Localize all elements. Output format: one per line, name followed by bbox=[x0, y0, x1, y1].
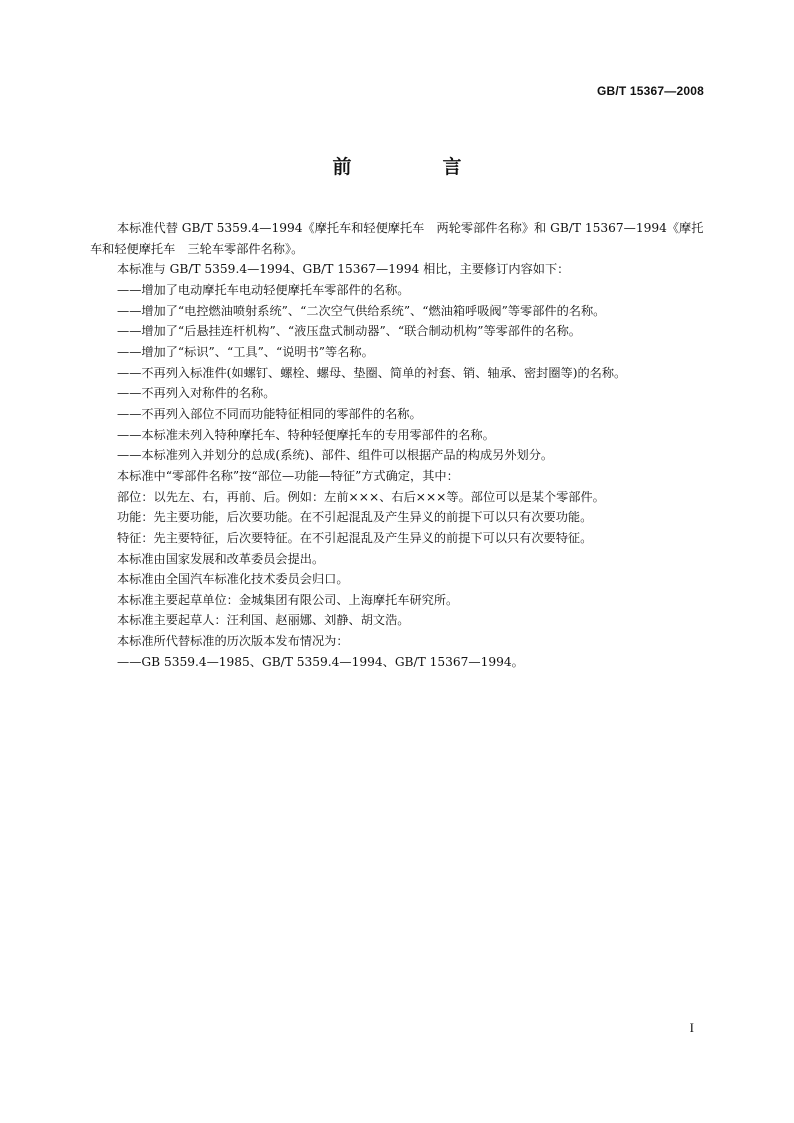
paragraph: 部位：以先左、右，再前、后。例如：左前×××、右后×××等。部位可以是某个零部件。 bbox=[117, 489, 605, 504]
list-item: ——不再列入部位不同而功能特征相同的零部件的名称。 bbox=[117, 406, 422, 421]
paragraph: 本标准中“零部件名称”按“部位—功能—特征”方式确定，其中： bbox=[117, 468, 459, 483]
list-item: ——增加了“后悬挂连杆机构”、“液压盘式制动器”、“联合制动机构”等零部件的名称。 bbox=[117, 324, 581, 339]
paragraph: 本标准主要起草人：汪利国、赵丽娜、刘静、胡文浩。 bbox=[117, 613, 410, 628]
list-item: ——增加了电动摩托车电动轻便摩托车零部件的名称。 bbox=[117, 282, 410, 297]
list-item: ——不再列入对称件的名称。 bbox=[117, 386, 276, 401]
list-item: ——本标准列入并划分的总成(系统)、部件、组件可以根据产品的构成另外划分。 bbox=[117, 448, 554, 463]
paragraph: 功能：先主要功能，后次要功能。在不引起混乱及产生异义的前提下可以只有次要功能。 bbox=[117, 510, 593, 525]
paragraph: 本标准代替 GB/T 5359.4—1994《摩托车和轻便摩托车 两轮零部件名称》和 GB/T 15367—1994《摩托车和轻便摩托车 三轮车零部件名称》。 bbox=[90, 221, 704, 256]
list-item: ——本标准未列入特种摩托车、特种轻便摩托车的专用零部件的名称。 bbox=[117, 427, 495, 442]
foreword-body bbox=[90, 218, 706, 672]
paragraph: 本标准由国家发展和改革委员会提出。 bbox=[117, 551, 325, 566]
paragraph: 本标准主要起草单位：金城集团有限公司、上海摩托车研究所。 bbox=[117, 592, 459, 607]
list-item: ——增加了“电控燃油喷射系统”、“二次空气供给系统”、“燃油箱呼吸阀”等零部件的名称。 bbox=[117, 303, 606, 318]
list-item: ——不再列入标准件(如螺钉、螺栓、螺母、垫圈、简单的衬套、销、轴承、密封圈等)的名称。 bbox=[117, 365, 627, 380]
paragraph: 本标准所代替标准的历次版本发布情况为： bbox=[117, 634, 349, 649]
standard-number: GB/T 15367—2008 bbox=[596, 84, 704, 98]
paragraph: 本标准与 GB/T 5359.4—1994、GB/T 15367—1994 相比，主要修订内容如下： bbox=[117, 262, 570, 277]
paragraph: 本标准由全国汽车标准化技术委员会归口。 bbox=[117, 572, 349, 587]
page-number: I bbox=[689, 1020, 694, 1035]
list-item: ——增加了“标识”、“工具”、“说明书”等名称。 bbox=[117, 344, 374, 359]
page-title: 前 言 bbox=[332, 156, 498, 178]
list-item: ——GB 5359.4—1985、GB/T 5359.4—1994、GB/T 15367—1994。 bbox=[117, 654, 524, 669]
paragraph: 特征：先主要特征，后次要特征。在不引起混乱及产生异义的前提下可以只有次要特征。 bbox=[117, 530, 593, 545]
